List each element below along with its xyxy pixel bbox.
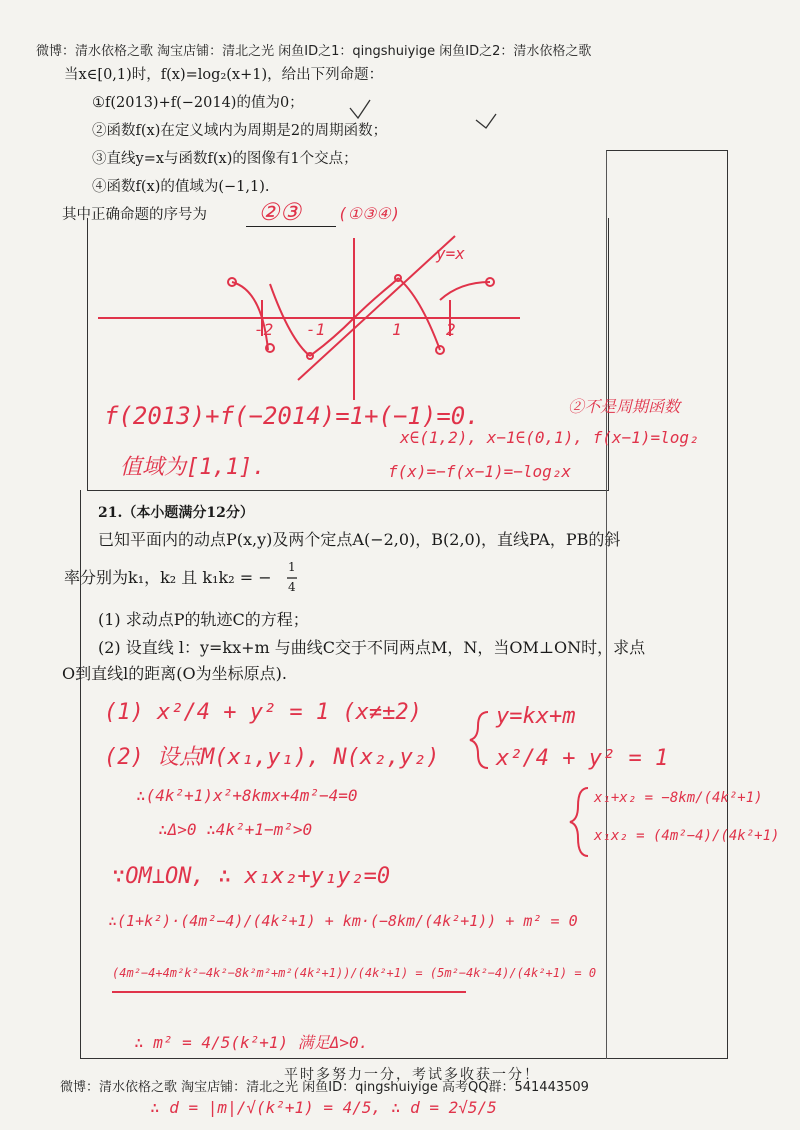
check-mark-item2 xyxy=(476,114,496,128)
top-watermark: 微博：清水依格之歌 淘宝店铺：清北之光 闲鱼ID之1：qingshuiyige 闲鱼ID之2：清水依格之歌 xyxy=(36,44,592,59)
frac-numerator: 1 xyxy=(288,560,296,574)
work21-line6: ∴(1+k²)·(4m²−4)/(4k²+1) + km·(−8km/(4k²+1)) + m² = 0 xyxy=(108,912,578,930)
problem21-para1: 已知平面内的动点P(x,y)及两个定点A(−2,0)，B(2,0)，直线PA，PB的斜 xyxy=(98,530,621,549)
answer-prompt: 其中正确命题的序号为 xyxy=(62,207,207,223)
corrected-answer: (①③④) xyxy=(338,204,401,223)
work21-line8: ∴ m² = 4/5(k²+1) 满足Δ>0. xyxy=(134,1033,369,1052)
work20-note-right: ②不是周期函数 xyxy=(568,397,681,416)
check-mark-item1 xyxy=(350,100,370,118)
work21-line1: (1) x²/4 + y² = 1 (x≠±2) xyxy=(104,700,422,725)
graph-curve-1-2 xyxy=(398,278,440,350)
problem20-item-1: ①f(2013)+f(−2014)的值为0； xyxy=(92,95,304,111)
problem21-header: 21.（本小题满分12分） xyxy=(98,505,254,521)
problem20-item-3: ③直线y=x与函数f(x)的图像有1个交点； xyxy=(92,151,358,167)
work21-line2: (2) 设点M(x₁,y₁), N(x₂,y₂) xyxy=(104,745,440,770)
work21-line3: ∴(4k²+1)x²+8kmx+4m²−4=0 xyxy=(136,786,358,805)
problem20-item-2: ②函数f(x)在定义域内为周期是2的周期函数； xyxy=(92,123,388,139)
work21-line4: ∴Δ>0 ∴4k²+1−m²>0 xyxy=(158,820,313,839)
work20-line1: f(2013)+f(−2014)=1+(−1)=0. xyxy=(104,402,480,430)
problem21-part1: (1) 求动点P的轨迹C的方程； xyxy=(98,610,309,629)
graph-label-neg2: -2 xyxy=(254,320,274,339)
graph-label-neg1: -1 xyxy=(306,320,326,339)
problem20-item-4: ④函数f(x)的值域为(−1,1). xyxy=(92,179,270,195)
problem21-para2: 率分别为k₁，k₂ 且 k₁k₂ = − xyxy=(64,568,272,587)
problem21-part2a: (2) 设直线 l：y=kx+m 与曲线C交于不同两点M，N，当OM⊥ON时，求点 xyxy=(98,638,646,657)
bottom-watermark: 微博：清水依格之歌 淘宝店铺：清北之光 闲鱼ID：qingshuiyige 高考QQ群：541443509 xyxy=(60,1080,589,1095)
footer-motto: 平时多努力一分，考试多收获一分！ xyxy=(284,1067,540,1083)
problem20-intro: 当x∈[0,1)时，f(x)=log₂(x+1)，给出下列命题： xyxy=(64,67,384,83)
work21-vieta2: x₁x₂ = (4m²−4)/(4k²+1) xyxy=(594,828,780,844)
work21-sys2: x²/4 + y² = 1 xyxy=(496,746,669,771)
work20-line2: x∈(1,2), x−1∈(0,1), f(x−1)=log₂ xyxy=(400,428,699,447)
work20-line4: f(x)=−f(x−1)=−log₂x xyxy=(388,462,572,481)
system-brace xyxy=(470,712,488,768)
student-answer: ②③ xyxy=(258,198,302,226)
graph-label-yx: y=x xyxy=(436,244,465,263)
problem21-part2b: O到直线l的距离(O为坐标原点). xyxy=(62,664,287,683)
graph-label-1: 1 xyxy=(392,320,402,339)
graph-label-2: 2 xyxy=(446,320,456,339)
frac-denominator: 4 xyxy=(288,580,296,594)
work20-line3: 值域为[1,1]. xyxy=(120,455,266,480)
work21-vieta1: x₁+x₂ = −8km/(4k²+1) xyxy=(594,790,763,806)
work21-sys1: y=kx+m xyxy=(496,704,576,729)
graph-line-yx xyxy=(298,236,455,380)
graph-curve-0-1 xyxy=(354,278,398,318)
work21-line9: ∴ d = |m|/√(k²+1) = 4/5, ∴ d = 2√5/5 xyxy=(150,1098,497,1117)
work21-line5: ∵OM⊥ON, ∴ x₁x₂+y₁y₂=0 xyxy=(112,864,391,889)
vieta-brace xyxy=(570,788,588,856)
graph-curve-neg2-neg1 xyxy=(270,284,310,356)
graph-curve-2-3 xyxy=(440,282,490,300)
work21-line7: (4m²−4+4m²k²−4k²−8k²m²+m²(4k²+1))/(4k²+1) = (5m²−4k²−4)/(4k²+1) = 0 xyxy=(112,966,597,980)
